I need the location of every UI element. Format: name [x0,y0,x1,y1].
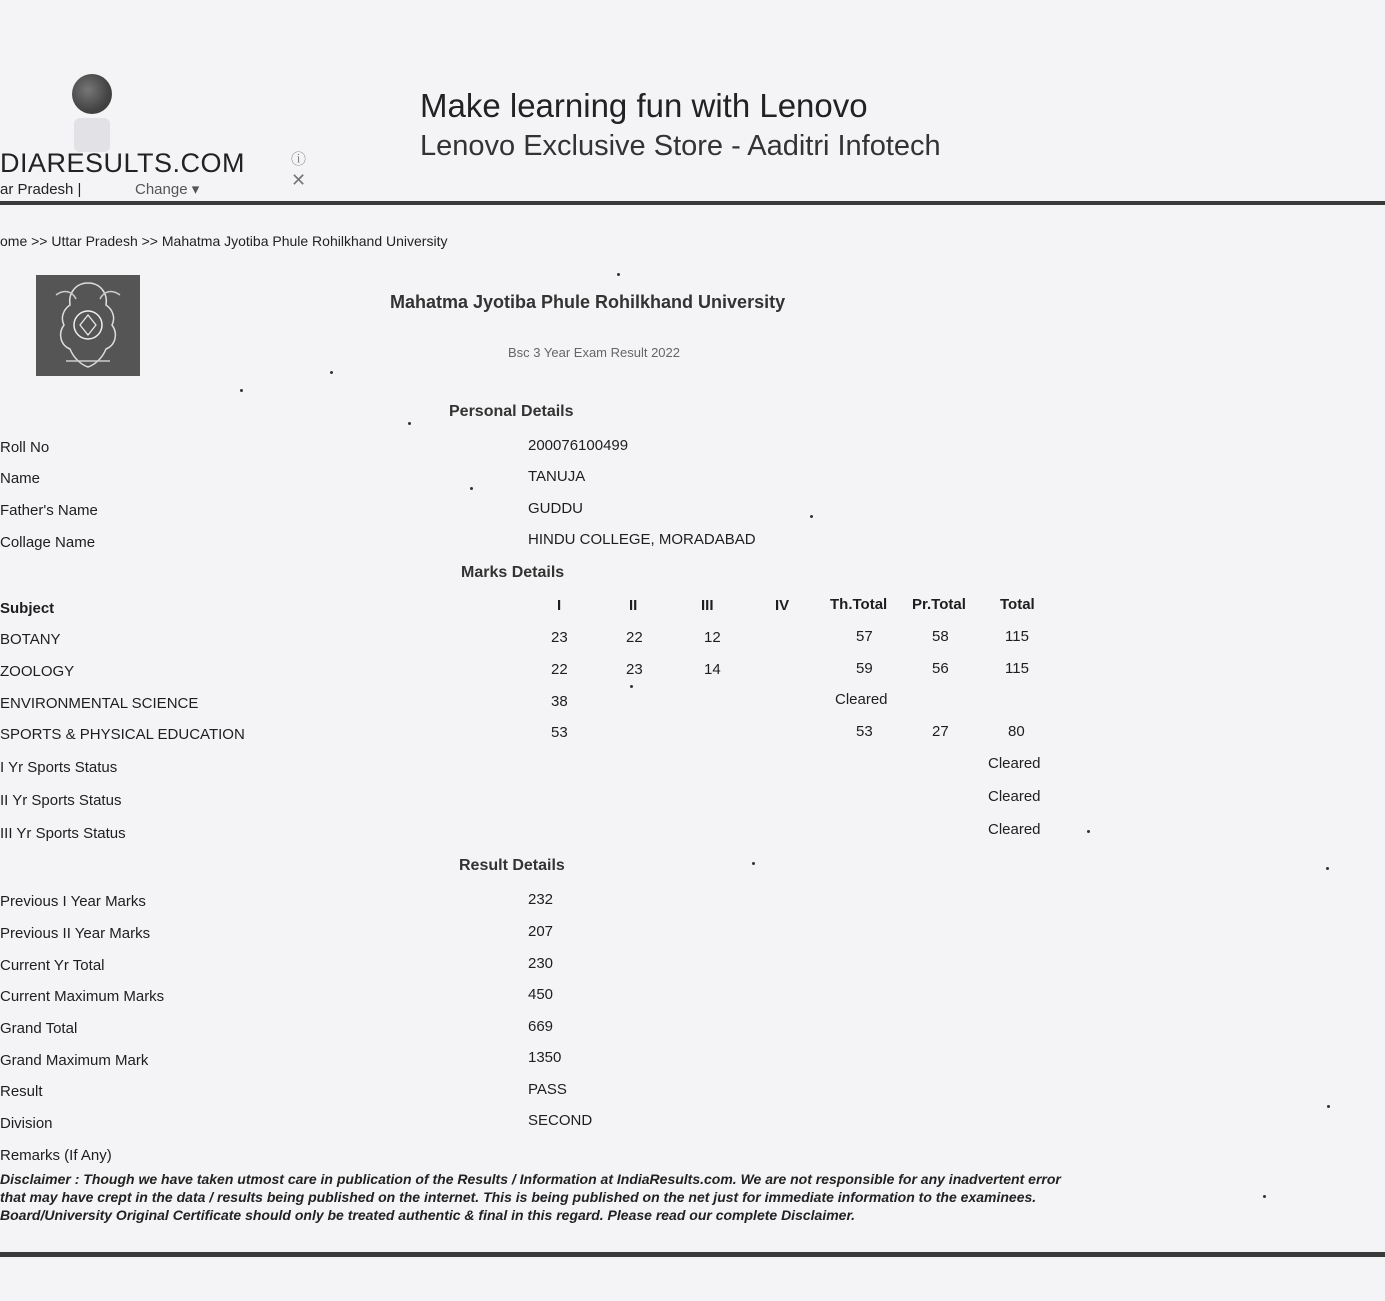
scan-speck [408,422,411,425]
sports-status-value: Cleared [988,788,1041,805]
scan-speck [1326,867,1329,870]
site-logo-shadow [74,118,110,152]
university-crest-icon [36,275,140,376]
sports-status-label: I Yr Sports Status [0,759,118,776]
scan-speck [630,685,633,688]
scan-speck [810,515,813,518]
sports-status-label: II Yr Sports Status [0,792,122,809]
ad-title[interactable]: Make learning fun with Lenovo [420,87,868,124]
col-iv: IV [775,597,790,614]
disclaimer-text: Disclaimer : Though we have taken utmost care in publication of the Results / Information at IndiaResults.com. We are not responsible for any inadvertent error that may have crept in the data / results being published on the internet. This is being published on the net just for immediate information to the examinees. Board/University Original Certificate should only be treated authentic & final in this regard. Please read our complete Disclaimer. [0,1171,1061,1223]
personal-details-heading: Personal Details [449,403,574,420]
col-iii: III [701,597,714,614]
mark-ii: 22 [626,629,643,646]
info-icon[interactable]: ⓘ [291,151,307,168]
division-value: SECOND [528,1112,593,1129]
ad-subtitle[interactable]: Lenovo Exclusive Store - Aaditri Infotech [420,130,941,162]
col-pr-total: Pr.Total [912,596,966,613]
mark-th-total: 59 [856,660,873,677]
mark-total: 115 [1005,628,1029,645]
mark-iii: 14 [704,661,721,678]
roll-no-label: Roll No [0,439,50,456]
result-value: PASS [528,1081,567,1098]
site-brand[interactable]: DIARESULTS.COM [0,148,246,178]
mark-i: 38 [551,693,568,710]
breadcrumb[interactable]: ome >> Uttar Pradesh >> Mahatma Jyotiba Phule Rohilkhand University [0,233,448,249]
prev-2-label: Previous II Year Marks [0,925,151,942]
col-i: I [557,597,562,614]
mark-ii: 23 [626,661,643,678]
subject-name: BOTANY [0,631,61,648]
subject-name: ZOOLOGY [0,663,75,680]
close-icon[interactable]: ✕ [291,170,307,190]
name-value: TANUJA [528,468,586,485]
change-state-link[interactable]: Change ▾ [135,181,200,198]
current-total-value: 230 [528,955,554,972]
scan-speck [1327,1105,1330,1108]
mark-i: 22 [551,661,568,678]
scan-speck [240,389,243,392]
roll-no-value: 200076100499 [528,437,629,454]
header-divider [0,201,1385,205]
grand-total-value: 669 [528,1018,554,1035]
col-th-total: Th.Total [830,596,888,613]
col-ii: II [629,597,638,614]
sports-status-value: Cleared [988,821,1041,838]
current-max-value: 450 [528,986,554,1003]
grand-total-label: Grand Total [0,1020,78,1037]
mark-th-total: 57 [856,628,873,645]
prev-1-value: 232 [528,891,554,908]
mark-pr-total: 27 [932,723,949,740]
mark-th-total: 53 [856,723,873,740]
footer-divider [0,1252,1385,1257]
site-logo-ball [72,74,112,114]
mark-pr-total: 56 [932,660,949,677]
scan-speck [1263,1195,1266,1198]
grand-max-label: Grand Maximum Mark [0,1052,149,1069]
mark-pr-total: 58 [932,628,949,645]
sports-status-label: III Yr Sports Status [0,825,126,842]
col-subject: Subject [0,600,55,617]
scan-speck [617,273,620,276]
division-label: Division [0,1115,53,1132]
scan-speck [752,862,755,865]
mark-i: 23 [551,629,568,646]
mark-i: 53 [551,724,568,741]
father-name-value: GUDDU [528,500,583,517]
prev-1-label: Previous I Year Marks [0,893,146,910]
col-total: Total [1000,596,1035,613]
scan-speck [470,487,473,490]
sports-status-value: Cleared [988,755,1041,772]
mark-total: 80 [1008,723,1025,740]
prev-2-value: 207 [528,923,554,940]
scan-speck [1087,830,1090,833]
result-details-heading: Result Details [459,857,565,874]
subject-name: SPORTS & PHYSICAL EDUCATION [0,726,245,743]
college-name-value: HINDU COLLEGE, MORADABAD [528,531,756,548]
scan-speck [330,371,333,374]
marks-details-heading: Marks Details [461,564,565,581]
name-label: Name [0,470,41,487]
current-total-label: Current Yr Total [0,957,105,974]
exam-title: Bsc 3 Year Exam Result 2022 [508,345,680,360]
mark-th-total: Cleared [835,691,888,708]
remarks-label: Remarks (If Any) [0,1147,112,1164]
grand-max-value: 1350 [528,1049,562,1066]
father-name-label: Father's Name [0,502,98,519]
mark-iii: 12 [704,629,721,646]
mark-total: 115 [1005,660,1029,677]
current-max-label: Current Maximum Marks [0,988,165,1005]
subject-name: ENVIRONMENTAL SCIENCE [0,695,199,712]
university-title: Mahatma Jyotiba Phule Rohilkhand University [390,292,786,312]
result-label: Result [0,1083,43,1100]
state-label: ar Pradesh | [0,181,82,198]
college-name-label: Collage Name [0,534,96,551]
